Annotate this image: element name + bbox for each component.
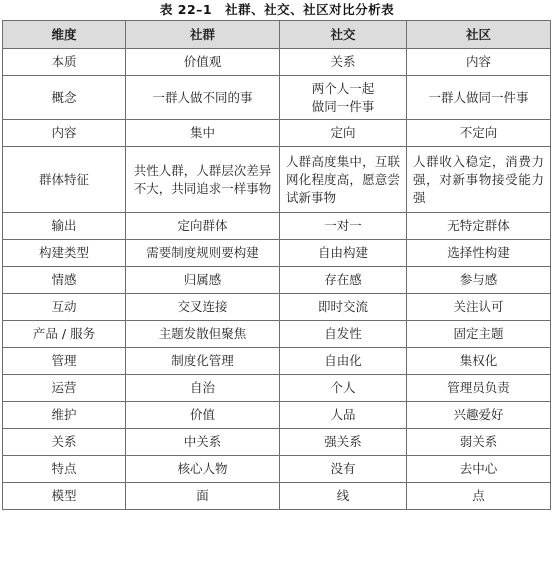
row-dimension: 情感 — [3, 267, 126, 294]
cell-community: 兴趣爱好 — [407, 402, 551, 429]
table-row — [3, 429, 551, 456]
table-row — [3, 49, 551, 76]
table-row — [3, 348, 551, 375]
header-dimension: 维度 — [3, 21, 126, 49]
cell-social: 自由化 — [280, 348, 407, 375]
cell-community: 关注认可 — [407, 294, 551, 321]
cell-community: 一群人做同一件事 — [407, 76, 551, 120]
table-row — [3, 120, 551, 147]
table-row — [3, 294, 551, 321]
row-dimension: 运营 — [3, 375, 126, 402]
cell-community: 管理员负责 — [407, 375, 551, 402]
header-social: 社交 — [280, 21, 407, 49]
cell-community-group: 归属感 — [126, 267, 280, 294]
cell-community-group: 自治 — [126, 375, 280, 402]
row-dimension: 关系 — [3, 429, 126, 456]
cell-social: 一对一 — [280, 213, 407, 240]
cell-community-group: 价值观 — [126, 49, 280, 76]
cell-community-group: 价值 — [126, 402, 280, 429]
cell-social: 即时交流 — [280, 294, 407, 321]
table-row — [3, 456, 551, 483]
cell-social — [280, 76, 407, 120]
row-dimension: 互动 — [3, 294, 126, 321]
cell-social: 人品 — [280, 402, 407, 429]
table-row — [3, 402, 551, 429]
table-row — [3, 375, 551, 402]
cell-community-group: 面 — [126, 483, 280, 510]
table-title: 表 22–1 社群、社交、社区对比分析表 — [159, 2, 395, 17]
cell-social: 人群高度集中，互联网化程度高，愿意尝试新事物 — [280, 147, 407, 213]
header-community-group: 社群 — [126, 21, 280, 49]
cell-community-group: 定向群体 — [126, 213, 280, 240]
cell-social: 没有 — [280, 456, 407, 483]
header-community: 社区 — [407, 21, 551, 49]
cell-social-text: 两个人一起 做同一件事 — [311, 80, 375, 114]
cell-community: 内容 — [407, 49, 551, 76]
cell-community: 集权化 — [407, 348, 551, 375]
row-dimension: 内容 — [3, 120, 126, 147]
row-dimension: 产品 / 服务 — [3, 321, 126, 348]
table-row — [3, 213, 551, 240]
cell-community: 点 — [407, 483, 551, 510]
cell-social: 自发性 — [280, 321, 407, 348]
table-row — [3, 267, 551, 294]
row-dimension: 概念 — [3, 76, 126, 120]
row-dimension: 特点 — [3, 456, 126, 483]
cell-social: 关系 — [280, 49, 407, 76]
table-row — [3, 76, 551, 120]
cell-social: 强关系 — [280, 429, 407, 456]
table-header-row — [3, 21, 551, 49]
row-dimension: 群体特征 — [3, 147, 126, 213]
cell-community-group: 核心人物 — [126, 456, 280, 483]
cell-social: 存在感 — [280, 267, 407, 294]
cell-social: 定向 — [280, 120, 407, 147]
table-row — [3, 321, 551, 348]
cell-community: 人群收入稳定，消费力强，对新事物接受能力强 — [407, 147, 551, 213]
row-dimension: 管理 — [3, 348, 126, 375]
cell-community-group: 集中 — [126, 120, 280, 147]
cell-community-group: 一群人做不同的事 — [126, 76, 280, 120]
row-dimension: 本质 — [3, 49, 126, 76]
cell-social: 线 — [280, 483, 407, 510]
cell-community: 去中心 — [407, 456, 551, 483]
cell-community: 选择性构建 — [407, 240, 551, 267]
cell-community-group: 需要制度规则要构建 — [126, 240, 280, 267]
cell-community-group: 主题发散但聚焦 — [126, 321, 280, 348]
table-row — [3, 483, 551, 510]
cell-social: 自由构建 — [280, 240, 407, 267]
row-dimension: 维护 — [3, 402, 126, 429]
cell-community: 不定向 — [407, 120, 551, 147]
table-row — [3, 147, 551, 213]
cell-community: 无特定群体 — [407, 213, 551, 240]
cell-community: 参与感 — [407, 267, 551, 294]
cell-community-group: 中关系 — [126, 429, 280, 456]
cell-community-group: 制度化管理 — [126, 348, 280, 375]
cell-community: 弱关系 — [407, 429, 551, 456]
cell-community-group: 共性人群，人群层次差异不大，共同追求一样事物 — [126, 147, 280, 213]
table-row — [3, 240, 551, 267]
cell-community: 固定主题 — [407, 321, 551, 348]
row-dimension: 构建类型 — [3, 240, 126, 267]
cell-community-group: 交叉连接 — [126, 294, 280, 321]
row-dimension: 模型 — [3, 483, 126, 510]
cell-social: 个人 — [280, 375, 407, 402]
comparison-table — [2, 20, 551, 510]
row-dimension: 输出 — [3, 213, 126, 240]
